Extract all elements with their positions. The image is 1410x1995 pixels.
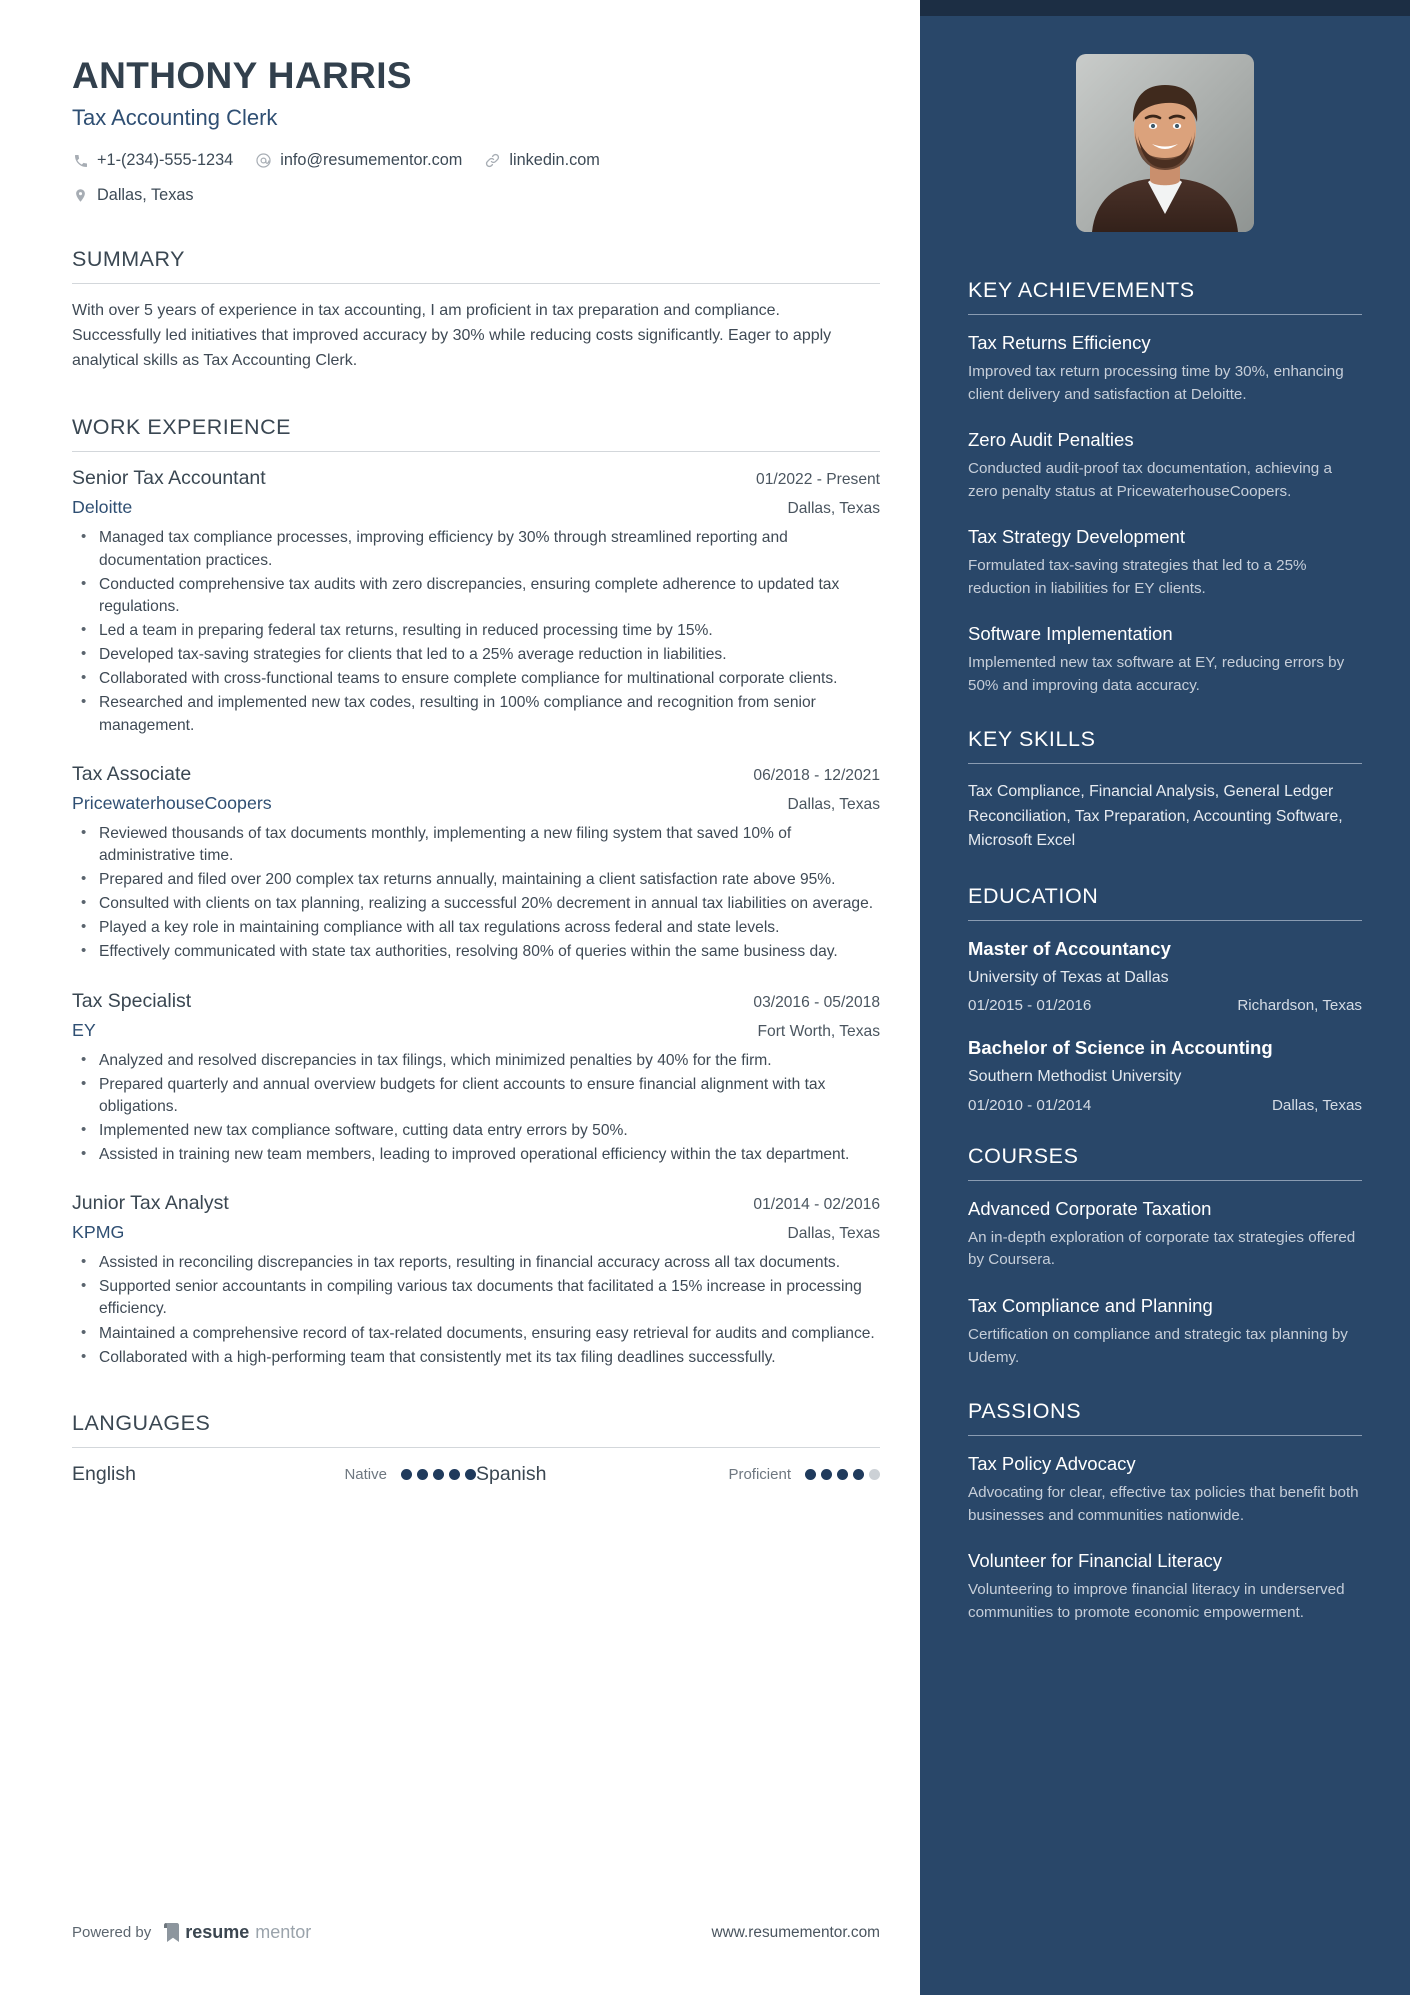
- job-bullet: • Reviewed thousands of tax documents monthly, implementing a new filing system that saved 10% of administrative time.: [72, 823, 880, 867]
- contact-phone-text: +1-(234)-555-1234: [97, 151, 234, 169]
- section-key-achievements: [968, 278, 1362, 697]
- location-pin-icon: [72, 187, 89, 204]
- education-dates: 01/2015 - 01/2016: [968, 997, 1092, 1015]
- education-heading: EDUCATION: [968, 883, 1099, 908]
- job-bullet: • Prepared and filed over 200 complex tax returns annually, maintaining a client satisfaction rate above 95%.: [72, 869, 880, 891]
- job-position: Tax Specialist: [72, 989, 192, 1012]
- job-header: [72, 467, 880, 490]
- brand-primary: resume: [185, 1922, 250, 1942]
- passion-title: Volunteer for Financial Literacy: [968, 1550, 1222, 1572]
- passion-item: [968, 1452, 1362, 1527]
- rating-dot-filled: [853, 1469, 864, 1480]
- section-key-skills: [968, 727, 1362, 853]
- achievement-item: [968, 622, 1362, 697]
- job-bullets: [72, 527, 880, 736]
- education-school: Southern Methodist University: [968, 1068, 1182, 1086]
- contact-phone[interactable]: [72, 151, 233, 170]
- avatar: [1076, 54, 1254, 232]
- passion-desc: Advocating for clear, effective tax policies that benefit both businesses and communities nationwide.: [968, 1484, 1359, 1524]
- job-subheader: [72, 793, 880, 814]
- language-item-english: [72, 1463, 476, 1486]
- job-bullets: [72, 1050, 880, 1167]
- rating-dot-empty: [869, 1469, 880, 1480]
- course-desc: Certification on compliance and strategic tax planning by Udemy.: [968, 1326, 1348, 1366]
- job-company: EY: [72, 1019, 96, 1040]
- passion-title: Tax Policy Advocacy: [968, 1453, 1136, 1475]
- achievement-item: [968, 428, 1362, 503]
- course-item: [968, 1197, 1362, 1272]
- divider: [968, 763, 1362, 764]
- job-bullet: • Led a team in preparing federal tax returns, resulting in reduced processing time by 15%.: [72, 620, 880, 642]
- footer-url[interactable]: www.resumementor.com: [711, 1923, 880, 1941]
- education-degree: Master of Accountancy: [968, 937, 1171, 959]
- job-bullet: • Supported senior accountants in compiling various tax documents that facilitated a 15% increase in processing efficiency.: [72, 1276, 880, 1320]
- education-location: Dallas, Texas: [1271, 1096, 1362, 1114]
- footer: [72, 1922, 880, 1943]
- job-bullet: • Consulted with clients on tax planning, realizing a successful 20% decrement in annual tax liabilities on average.: [72, 893, 880, 915]
- achievement-desc: Formulated tax-saving strategies that led to a 25% reduction in liabilities for EY clients.: [968, 557, 1307, 597]
- divider: [968, 920, 1362, 921]
- job-position: Senior Tax Accountant: [72, 467, 266, 490]
- summary-heading: SUMMARY: [72, 247, 186, 271]
- rating-dot-filled: [417, 1469, 428, 1480]
- link-icon: [484, 152, 501, 169]
- section-languages: [72, 1411, 880, 1486]
- contact-email[interactable]: [255, 151, 462, 170]
- language-name: Spanish: [476, 1462, 547, 1485]
- job-bullet: • Collaborated with cross-functional teams to ensure complete compliance for multinational corporate clients.: [72, 668, 880, 690]
- job-bullet: • Maintained a comprehensive record of tax-related documents, ensuring easy retrieval for audits and compliance.: [72, 1323, 880, 1345]
- passion-desc: Volunteering to improve financial literacy in underserved communities to promote economic empowerment.: [968, 1581, 1345, 1621]
- job-bullet: • Implemented new tax compliance software, cutting data entry errors by 50%.: [72, 1120, 880, 1142]
- page-title: ANTHONY HARRIS: [72, 55, 412, 96]
- contact-email-text: info@resumementor.com: [280, 151, 463, 169]
- divider: [968, 1435, 1362, 1436]
- divider: [72, 283, 880, 284]
- job-bullets: [72, 1252, 880, 1369]
- summary-text: With over 5 years of experience in tax accounting, I am proficient in tax preparation and compliance. Successfully led initiatives that improved accuracy by 30% while reducing costs significantly. Eager to apply analytical skills as Tax Accounting Clerk.: [72, 302, 832, 369]
- language-level: Native: [344, 1465, 387, 1483]
- job-dates: 01/2022 - Present: [756, 471, 880, 489]
- rating-dot-filled: [805, 1469, 816, 1480]
- job-location: Dallas, Texas: [787, 500, 880, 518]
- section-passions: [968, 1399, 1362, 1624]
- powered-by-label: Powered by: [72, 1924, 152, 1941]
- language-item-spanish: [476, 1463, 880, 1486]
- job-entry: [72, 467, 880, 736]
- contact-list: [72, 151, 732, 205]
- rating-dot-filled: [821, 1469, 832, 1480]
- course-desc: An in-depth exploration of corporate tax strategies offered by Coursera.: [968, 1228, 1356, 1269]
- education-location: Richardson, Texas: [1237, 997, 1362, 1015]
- rating-dot-filled: [449, 1469, 460, 1480]
- job-location: Dallas, Texas: [787, 795, 880, 813]
- key-skills-text: Tax Compliance, Financial Analysis, General Ledger Reconciliation, Tax Preparation, Accounting Software, Microsoft Excel: [968, 783, 1343, 850]
- sidebar: [920, 0, 1410, 1995]
- job-header: [72, 763, 880, 786]
- job-header: [72, 1192, 880, 1215]
- job-entry: [72, 763, 880, 964]
- job-position: Tax Associate: [72, 762, 192, 785]
- job-bullet: • Effectively communicated with state tax authorities, resolving 80% of queries within the same business day.: [72, 941, 880, 963]
- job-subheader: [72, 1222, 880, 1243]
- job-bullet: • Conducted comprehensive tax audits with zero discrepancies, ensuring complete adherence to updated tax regulations.: [72, 574, 880, 618]
- course-title: Tax Compliance and Planning: [968, 1294, 1213, 1316]
- rating-dot-filled: [433, 1469, 444, 1480]
- course-item: [968, 1294, 1362, 1369]
- education-dates: 01/2010 - 01/2014: [968, 1096, 1092, 1114]
- education-item: [968, 937, 1362, 1015]
- work-experience-heading: WORK EXPERIENCE: [72, 415, 291, 440]
- section-summary: [72, 247, 880, 373]
- header-job-title: Tax Accounting Clerk: [72, 105, 278, 130]
- divider: [72, 1447, 880, 1448]
- job-dates: 06/2018 - 12/2021: [753, 766, 880, 784]
- course-title: Advanced Corporate Taxation: [968, 1197, 1212, 1219]
- job-company: KPMG: [72, 1222, 125, 1243]
- job-bullet: • Developed tax-saving strategies for clients that led to a 25% average reduction in liabilities.: [72, 644, 880, 666]
- achievement-desc: Improved tax return processing time by 30%, enhancing client delivery and satisfaction at Deloitte.: [968, 363, 1344, 403]
- rating-dot-filled: [465, 1469, 476, 1480]
- achievement-title: Tax Returns Efficiency: [968, 332, 1151, 353]
- divider: [968, 314, 1362, 315]
- key-skills-heading: KEY SKILLS: [968, 727, 1096, 752]
- contact-location: [72, 186, 194, 205]
- section-courses: [968, 1144, 1362, 1369]
- job-entry: [72, 990, 880, 1167]
- achievement-item: [968, 525, 1362, 600]
- job-dates: 01/2014 - 02/2016: [753, 1196, 880, 1214]
- language-rating-dots: [805, 1469, 880, 1480]
- job-entry: [72, 1192, 880, 1369]
- courses-heading: COURSES: [968, 1143, 1079, 1168]
- passion-item: [968, 1549, 1362, 1624]
- job-subheader: [72, 1020, 880, 1041]
- key-achievements-heading: KEY ACHIEVEMENTS: [968, 278, 1195, 302]
- education-meta: [968, 1097, 1362, 1114]
- job-location: Dallas, Texas: [787, 1225, 880, 1243]
- resumementor-logo[interactable]: [164, 1922, 311, 1943]
- section-education: [968, 884, 1362, 1114]
- job-bullet: • Researched and implemented new tax codes, resulting in 100% compliance and recognition from senior management.: [72, 692, 880, 736]
- language-name: English: [72, 1462, 136, 1485]
- job-position: Junior Tax Analyst: [72, 1192, 229, 1215]
- profile-photo-wrap: [968, 54, 1362, 232]
- achievement-desc: Implemented new tax software at EY, reducing errors by 50% and improving data accuracy.: [968, 654, 1345, 694]
- job-company: PricewaterhouseCoopers: [72, 792, 272, 813]
- achievement-title: Software Implementation: [968, 623, 1173, 645]
- contact-linkedin-text: linkedin.com: [509, 151, 600, 169]
- email-icon: [255, 152, 272, 169]
- divider: [72, 451, 880, 452]
- job-bullet: • Prepared quarterly and annual overview budgets for client accounts to ensure financial alignment with tax obligations.: [72, 1074, 880, 1118]
- rating-dot-filled: [401, 1469, 412, 1480]
- job-company: Deloitte: [72, 497, 133, 518]
- education-school: University of Texas at Dallas: [968, 968, 1169, 986]
- job-location: Fort Worth, Texas: [757, 1022, 880, 1040]
- divider: [968, 1180, 1362, 1181]
- language-level: Proficient: [728, 1465, 791, 1483]
- languages-row: [72, 1463, 880, 1486]
- section-work-experience: [72, 415, 880, 1369]
- bookmark-icon: [164, 1923, 179, 1942]
- job-bullet: • Assisted in reconciling discrepancies in tax reports, resulting in financial accuracy across all tax documents.: [72, 1252, 880, 1274]
- achievement-item: [968, 331, 1362, 406]
- contact-linkedin[interactable]: [484, 151, 600, 170]
- achievement-title: Tax Strategy Development: [968, 526, 1185, 548]
- rating-dot-filled: [837, 1469, 848, 1480]
- languages-heading: LANGUAGES: [72, 1410, 211, 1435]
- passions-heading: PASSIONS: [968, 1399, 1082, 1424]
- education-degree: Bachelor of Science in Accounting: [968, 1037, 1273, 1059]
- job-bullet: • Collaborated with a high-performing team that consistently met its tax filing deadlines successfully.: [72, 1347, 880, 1369]
- job-header: [72, 990, 880, 1013]
- achievement-title: Zero Audit Penalties: [968, 429, 1134, 451]
- contact-location-text: Dallas, Texas: [97, 186, 194, 204]
- job-dates: 03/2016 - 05/2018: [753, 993, 880, 1011]
- footer-brand-group: [72, 1922, 311, 1943]
- education-meta: [968, 997, 1362, 1014]
- job-bullet: • Played a key role in maintaining compliance with all tax regulations across federal and state levels.: [72, 917, 880, 939]
- job-subheader: [72, 497, 880, 518]
- education-item: [968, 1036, 1362, 1114]
- achievement-desc: Conducted audit-proof tax documentation, achieving a zero penalty status at PricewaterhouseCoopers.: [968, 460, 1332, 500]
- job-bullet: • Assisted in training new team members, leading to improved operational efficiency within the tax department.: [72, 1144, 880, 1166]
- language-rating-dots: [401, 1469, 476, 1480]
- job-bullet: • Managed tax compliance processes, improving efficiency by 30% through streamlined reporting and documentation practices.: [72, 527, 880, 571]
- job-bullet: • Analyzed and resolved discrepancies in tax filings, which minimized penalties by 40% for the firm.: [72, 1050, 880, 1072]
- phone-icon: [72, 152, 89, 169]
- brand-secondary: mentor: [255, 1922, 312, 1942]
- job-bullets: [72, 823, 880, 964]
